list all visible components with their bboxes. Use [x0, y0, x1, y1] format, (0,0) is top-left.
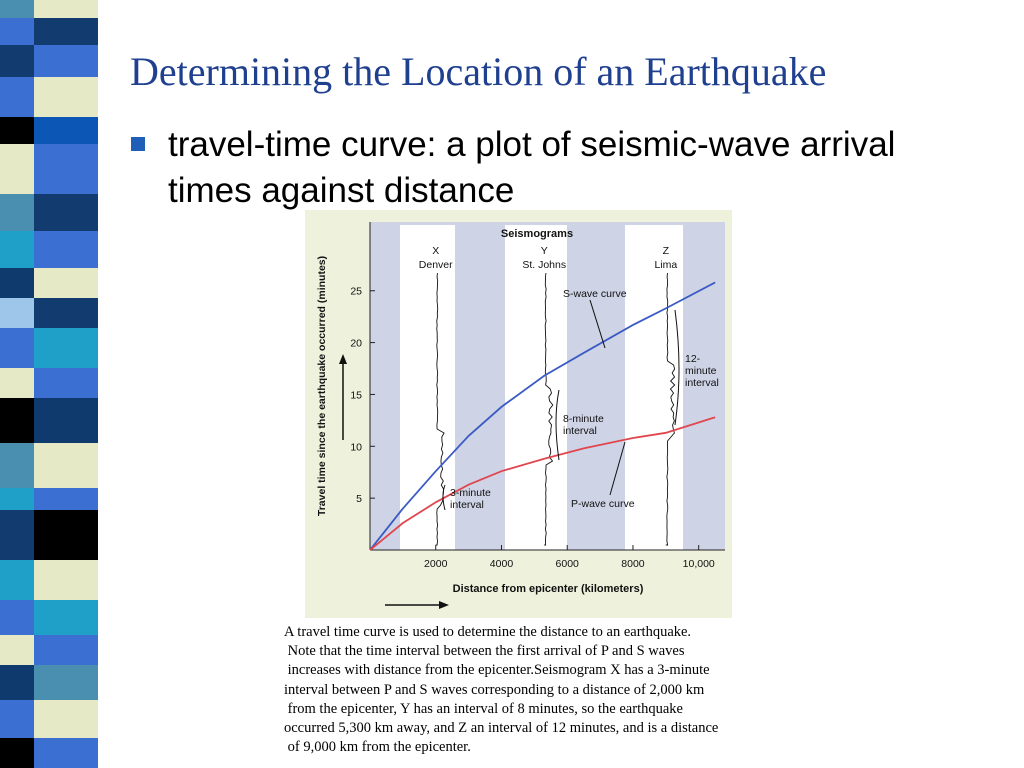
- x-tick-label: 6000: [555, 558, 579, 570]
- x-axis-arrowhead: [439, 601, 449, 609]
- caption-line: from the epicenter, Y has an interval of 8 minutes, so the earthquake: [284, 700, 683, 717]
- seismogram-place-x: Denver: [418, 259, 453, 271]
- x-tick-label: 10,000: [682, 558, 715, 570]
- travel-time-chart: [305, 210, 732, 618]
- interval-label-z: minute: [685, 365, 717, 377]
- y-tick-label: 20: [350, 337, 362, 350]
- slide-title: Determining the Location of an Earthquake: [130, 49, 827, 94]
- y-tick-label: 5: [356, 493, 362, 506]
- interval-label-y: 8-minute: [563, 413, 604, 425]
- x-tick-label: 8000: [621, 558, 645, 570]
- y-tick-label: 10: [350, 441, 362, 454]
- caption-line: occurred 5,300 km away, and Z an interval of 12 minutes, and is a distance: [284, 720, 719, 737]
- y-tick-label: 15: [350, 389, 362, 402]
- caption-line: of 9,000 km from the epicenter.: [284, 739, 471, 756]
- x-axis-label: Distance from epicenter (kilometers): [452, 583, 644, 595]
- interval-label-z: interval: [685, 377, 719, 389]
- bullet-square-icon: [131, 137, 145, 151]
- interval-label-y: interval: [563, 425, 597, 437]
- caption-line: increases with distance from the epicenter.Seismogram X has a 3-minute: [284, 662, 710, 679]
- caption-line: Note that the time interval between the first arrival of P and S waves: [284, 643, 685, 660]
- y-axis-arrowhead: [339, 354, 347, 364]
- interval-label-z: 12-: [685, 353, 701, 365]
- caption-line: A travel time curve is used to determine the distance to an earthquake.: [284, 624, 692, 640]
- seismogram-id-y: Y: [540, 245, 548, 257]
- figure-caption: [284, 623, 718, 757]
- seismogram-id-z: Z: [662, 245, 670, 257]
- travel-time-figure: [305, 210, 732, 618]
- s-wave-label: S-wave curve: [563, 288, 627, 300]
- y-axis-label: Travel time since the earthquake occurred (minutes): [316, 255, 328, 517]
- chart-title: Seismograms: [500, 228, 574, 240]
- decorative-stripe-column: [0, 0, 118, 768]
- interval-label-x: 3-minute: [450, 487, 491, 499]
- x-tick-label: 4000: [489, 558, 514, 570]
- x-tick-label: 2000: [424, 558, 448, 570]
- seismogram-place-y: St. Johns: [522, 259, 567, 271]
- seismogram-id-x: X: [432, 245, 440, 257]
- seismogram-place-z: Lima: [654, 259, 678, 271]
- bullet-text: travel-time curve: a plot of seismic-wave arrival times against distance: [168, 125, 896, 210]
- seismogram-band-y: [505, 225, 567, 550]
- y-tick-label: 25: [350, 285, 362, 298]
- p-wave-label: P-wave curve: [571, 498, 635, 510]
- interval-label-x: interval: [450, 499, 484, 511]
- caption-line: interval between P and S waves corresponding to a distance of 2,000 km: [284, 681, 705, 698]
